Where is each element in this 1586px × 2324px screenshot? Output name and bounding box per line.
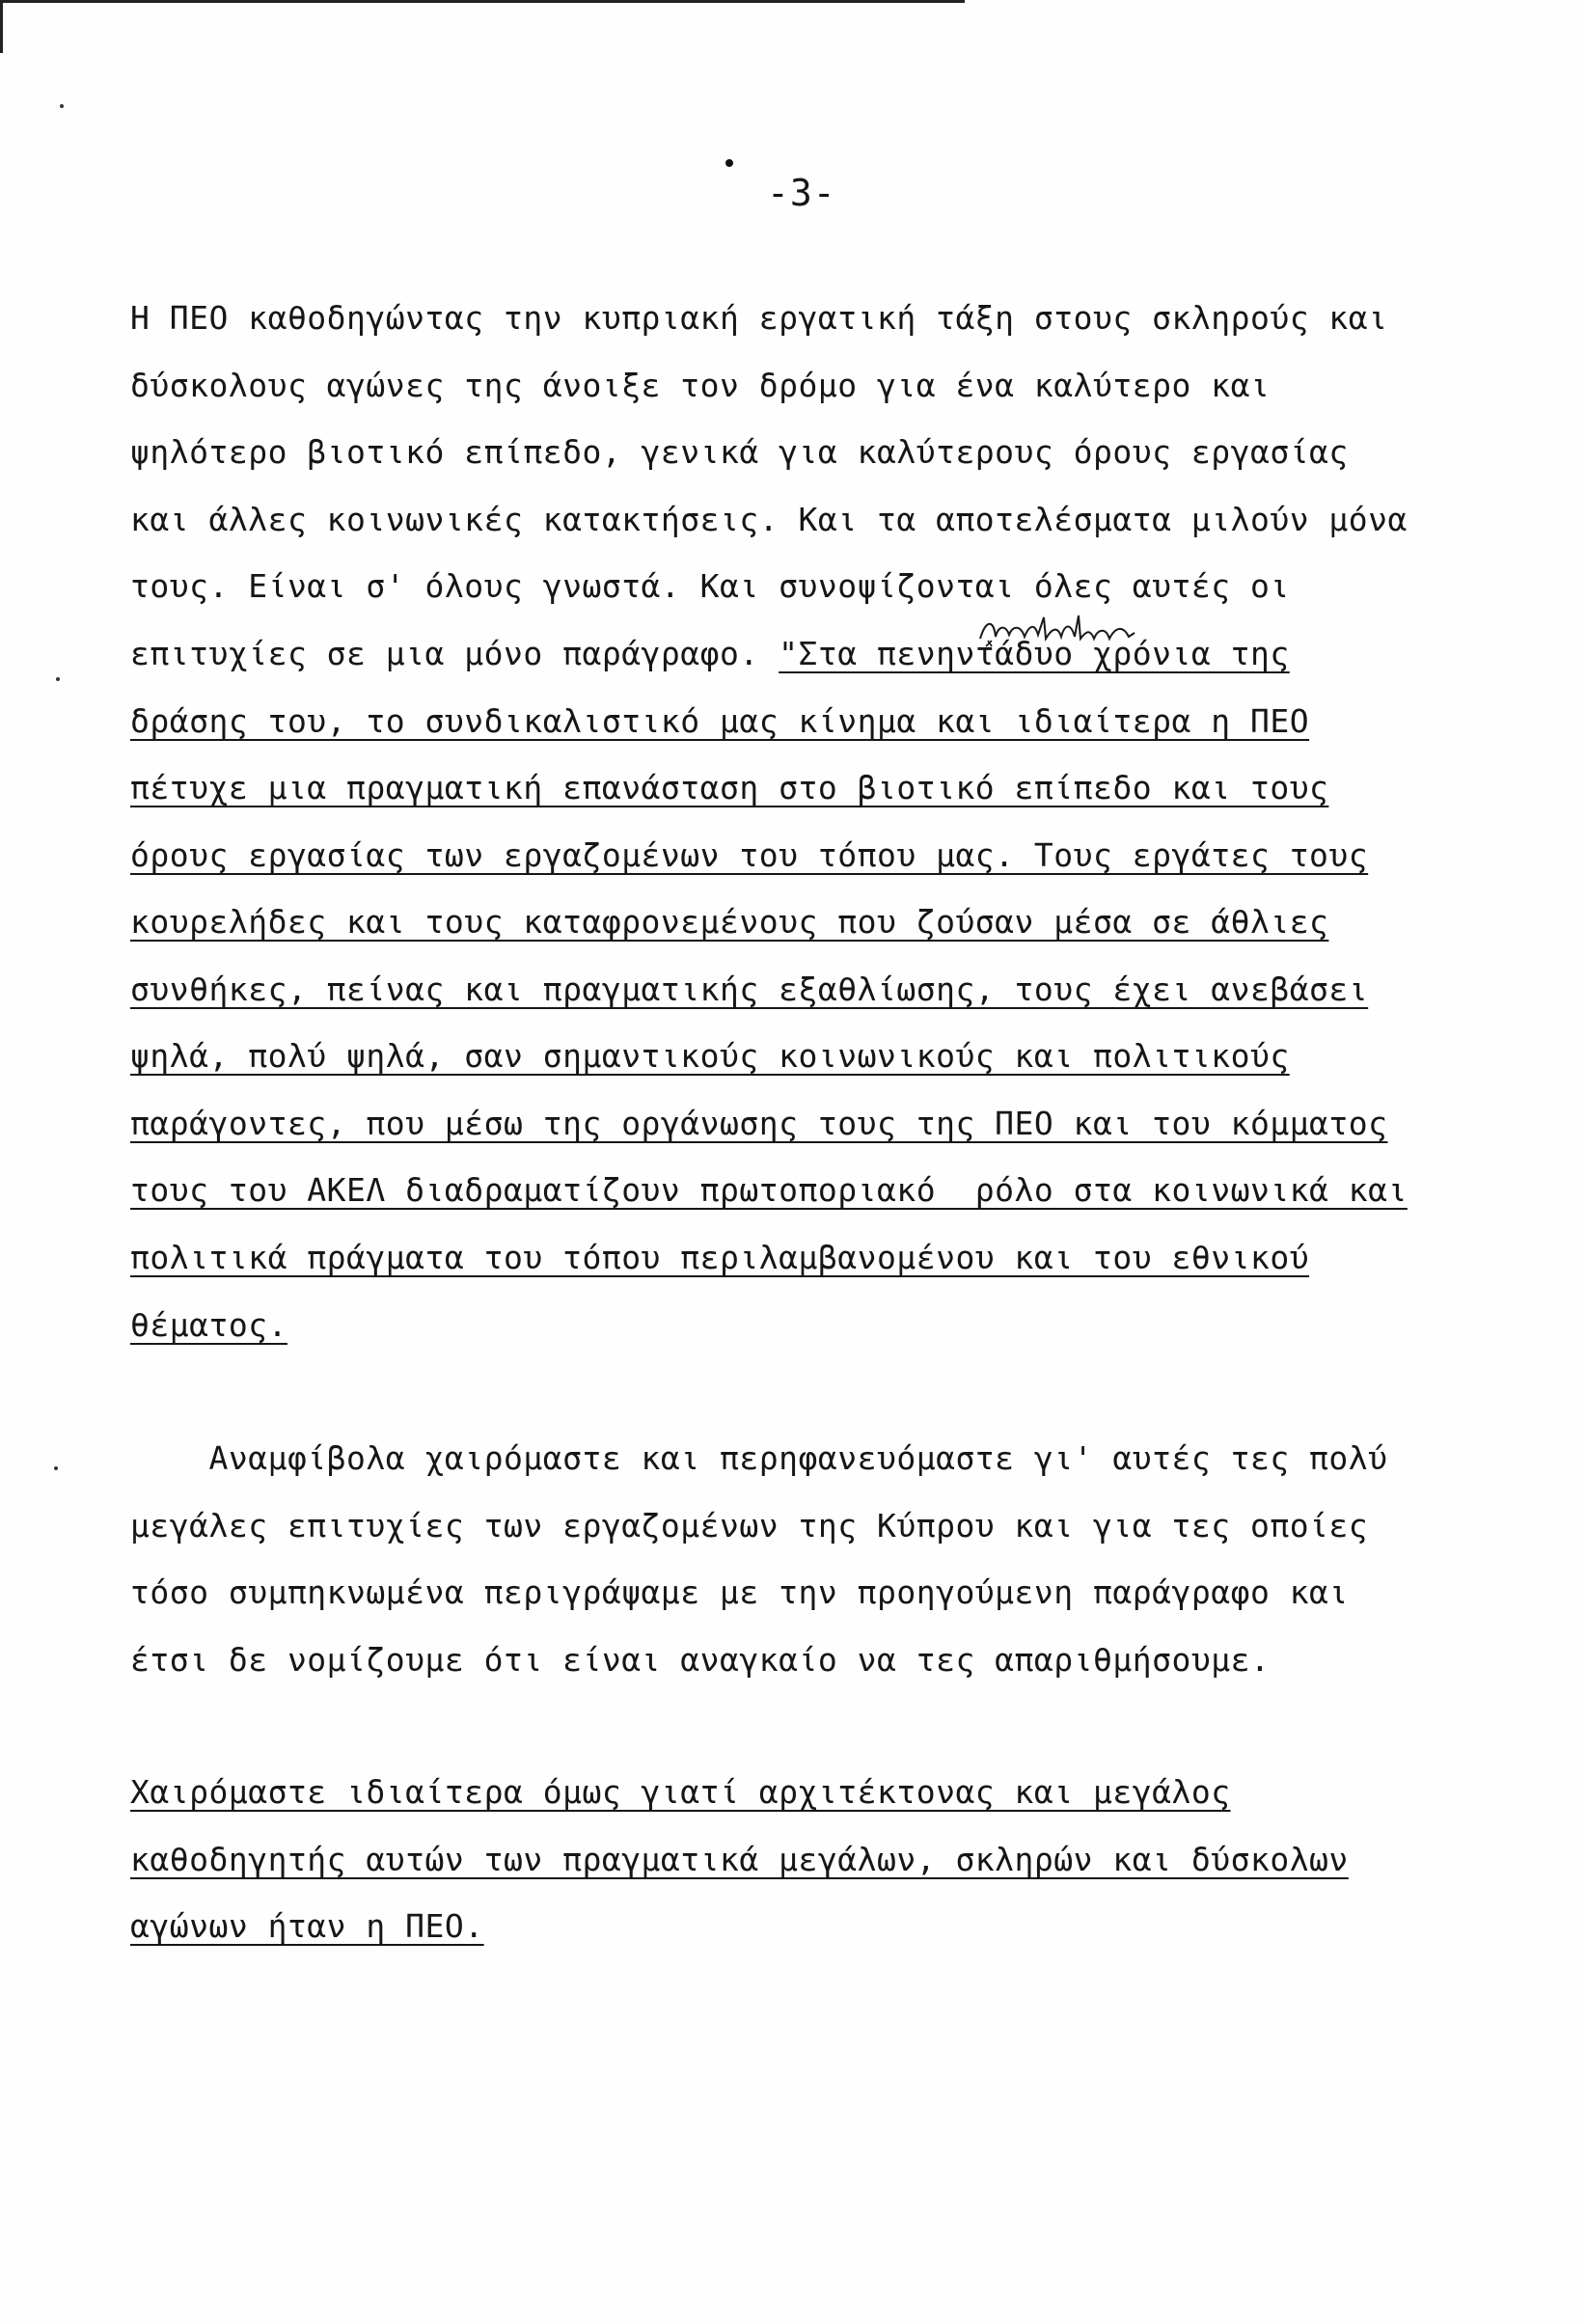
paragraph-3-line-2: καθοδηγητής αυτών των πραγματικά μεγάλων, σκληρών και δύσκολων: [130, 1841, 1349, 1878]
paragraph-1-line-6: [130, 635, 1290, 672]
paragraph-1-line-5: τους. Είναι σ' όλους γνωστά. Και συνοψίζονται όλες αυτές οι: [130, 567, 1290, 605]
scan-speck: [56, 677, 60, 681]
paragraph-2-line-2: μεγάλες επιτυχίες των εργαζομένων της Κύπρου και για τες οποίες: [130, 1507, 1369, 1545]
quote-line-6: ψηλά, πολύ ψηλά, σαν σημαντικούς κοινωνικούς και πολιτικούς: [130, 1037, 1290, 1075]
paragraph-1-line-3: ψηλότερο βιοτικό επίπεδο, γενικά για καλύτερους όρους εργασίας: [130, 433, 1349, 471]
quote-line-3: όρους εργασίας των εργαζομένων του τόπου μας. Τους εργάτες τους: [130, 836, 1369, 874]
quote-line-5: συνθήκες, πείνας και πραγματικής εξαθλίωσης, τους έχει ανεβάσει: [130, 971, 1369, 1008]
quote-line-10: θέματος.: [130, 1306, 287, 1344]
quote-start: "Στα πενηντάδυο χρόνια της: [779, 635, 1290, 672]
paragraph-2-line-3: τόσο συμπηκνωμένα περιγράψαμε με την προηγούμενη παράγραφο και: [130, 1573, 1349, 1611]
quote-line-8: τους του ΑΚΕΛ διαδραματίζουν πρωτοποριακό ρόλο στα κοινωνικά και: [130, 1171, 1408, 1209]
page-number: -3-: [767, 172, 836, 214]
quote-line-1: δράσης του, το συνδικαλιστικό μας κίνημα και ιδιαίτερα η ΠΕΟ: [130, 702, 1310, 740]
quote-line-4: κουρελήδες και τους καταφρονεμένους που ζούσαν μέσα σε άθλιες: [130, 903, 1329, 941]
scan-speck: [54, 1466, 58, 1470]
quote-line-9: πολιτικά πράγματα του τόπου περιλαμβανομένου και του εθνικού: [130, 1239, 1310, 1276]
paragraph-1-line-2: δύσκολους αγώνες της άνοιξε τον δρόμο για ένα καλύτερο και: [130, 367, 1271, 404]
paragraph-3-line-3: αγώνων ήταν η ΠΕΟ.: [130, 1907, 484, 1945]
quote-line-2: πέτυχε μια πραγματική επανάσταση στο βιοτικό επίπεδο και τους: [130, 769, 1329, 807]
scan-border-line: [0, 0, 965, 3]
paragraph-3-line-1: Χαιρόμαστε ιδιαίτερα όμως γιατί αρχιτέκτονας και μεγάλος: [130, 1773, 1231, 1811]
paragraph-2-line-4: έτσι δε νομίζουμε ότι είναι αναγκαίο να τες απαριθμήσουμε.: [130, 1641, 1271, 1679]
paragraph-2-line-1: Αναμφίβολα χαιρόμαστε και περηφανευόμαστε γι' αυτές τες πολύ: [130, 1439, 1388, 1477]
paragraph-1-line-1: Η ΠΕΟ καθοδηγώντας την κυπριακή εργατική τάξη στους σκληρούς και: [130, 299, 1388, 337]
page-number-dot: [725, 159, 733, 167]
quote-line-7: παράγοντες, που μέσω της οργάνωσης τους της ΠΕΟ και του κόμματος: [130, 1105, 1388, 1142]
scan-edge-mark: [0, 0, 3, 53]
paragraph-1-line-4: και άλλες κοινωνικές κατακτήσεις. Και τα αποτελέσματα μιλούν μόνα: [130, 501, 1408, 538]
scan-speck: [60, 104, 64, 108]
plain-text: επιτυχίες σε μια μόνο παράγραφο.: [130, 635, 779, 672]
